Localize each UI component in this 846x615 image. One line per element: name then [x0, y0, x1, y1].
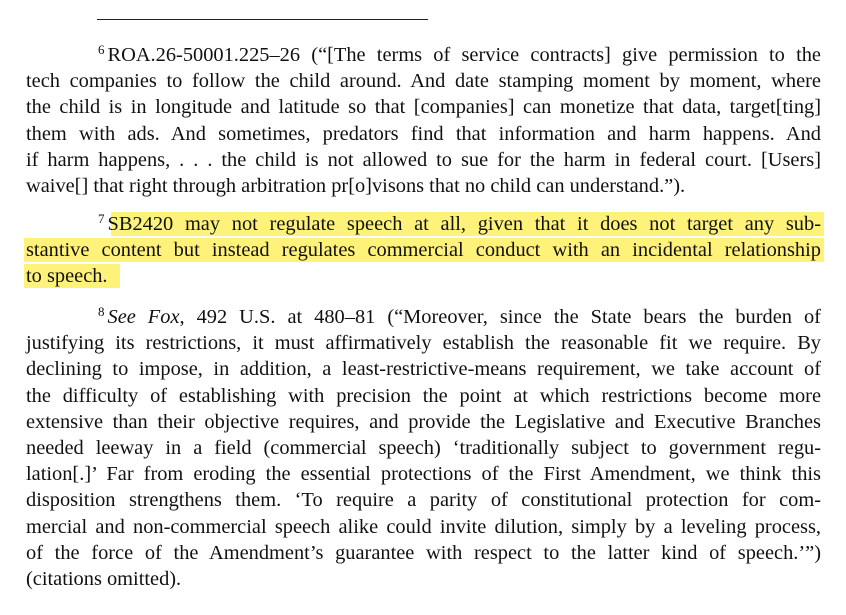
footnote-line: waive[] that right through arbitration pr[o]visons that no child can understand.”). [26, 175, 686, 198]
footnote-line [26, 42, 821, 68]
footnote-number: 6 [98, 42, 105, 57]
footnote-line: needed leeway in a field (commercial speech) ‘traditionally subject to government regu- [26, 437, 821, 460]
highlighted-text: stantive content but instead regulates commercial conduct with an incidental relationship [26, 239, 821, 262]
footnote-8 [26, 304, 821, 592]
footnote-line: if harm happens, . . . the child is not allowed to sue for the harm in federal court. [Users] [26, 148, 821, 171]
highlighted-text: to speech. [26, 265, 108, 288]
footnote-separator-rule [97, 19, 428, 20]
footnote-7 [26, 211, 821, 290]
footnote-number: 7 [98, 211, 105, 226]
footnote-6 [26, 42, 821, 199]
footnote-line: the child is in longitude and latitude so that [companies] can monetize that data, target[ting] [26, 96, 821, 119]
footnote-line [26, 304, 821, 330]
case-citation-signal: See Fox [107, 306, 180, 328]
footnote-line: disposition strengthens them. ‘To require a parity of constitutional protection for com- [26, 489, 821, 512]
footnote-line: them with ads. And sometimes, predators find that information and harm happens. And [26, 122, 821, 145]
footnote-line: tech companies to follow the child around. And date stamping moment by moment, where [26, 70, 821, 93]
footnote-line: declining to impose, in addition, a least-restrictive-means requirement, we take account of [26, 358, 821, 381]
footnote-text: , 492 U.S. at 480–81 (“Moreover, since the State bears the burden of [179, 306, 821, 328]
footnote-line: (citations omitted). [26, 568, 182, 591]
highlighted-text: SB2420 may not regulate speech at all, given that it does not target any sub- [107, 213, 821, 235]
footnote-line: extensive than their objective requires, and provide the Legislative and Executive Branches [26, 410, 821, 433]
footnote-text: ROA.26-50001.225–26 (“[The terms of service contracts] give permission to the [107, 44, 821, 66]
footnote-line: mercial and non-commercial speech alike could invite dilution, simply by a leveling process, [26, 515, 821, 538]
footnote-line [26, 211, 821, 237]
footnote-line: justifying its restrictions, it must affirmatively establish the reasonable fit we require. By [26, 332, 821, 355]
footnote-line: lation[.]’ Far from eroding the essential protections of the First Amendment, we think this [26, 463, 821, 486]
footnote-line: the difficulty of establishing with precision the point at which restrictions become more [26, 384, 821, 407]
footnote-number: 8 [98, 304, 105, 319]
footnote-line: of the force of the Amendment’s guarantee with respect to the latter kind of speech.’”) [26, 541, 821, 564]
